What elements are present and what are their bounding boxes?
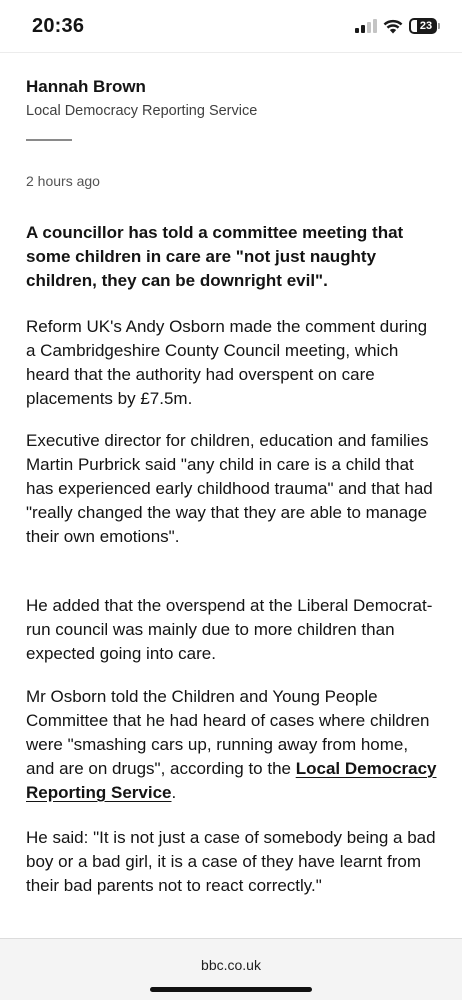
article-paragraph-1: Reform UK's Andy Osborn made the comment during a Cambridgeshire County Council meeting, which heard that the authority had overspent on care placements by £7.5m. bbox=[26, 317, 428, 408]
home-indicator[interactable] bbox=[150, 987, 312, 992]
article-timestamp: 2 hours ago bbox=[26, 173, 100, 189]
wifi-icon bbox=[383, 19, 403, 34]
battery-level: 23 bbox=[419, 20, 433, 32]
status-bar bbox=[0, 0, 462, 52]
browser-address-bar[interactable] bbox=[0, 938, 462, 1000]
article-paragraph-4 bbox=[26, 685, 440, 805]
battery-icon bbox=[409, 18, 440, 34]
status-time: 20:36 bbox=[32, 15, 85, 37]
battery-body bbox=[409, 18, 437, 34]
ldrs-link[interactable]: Local Democracy Reporting Service bbox=[26, 759, 437, 802]
article-paragraph-2: Executive director for children, education and families Martin Purbrick said "any child in care is a child that has experienced early childhood trauma" and that had "really changed the way that they are able to manage their own emotions". bbox=[26, 431, 433, 546]
article-paragraph-3: He added that the overspend at the Liberal Democrat-run council was mainly due to more children than expected going into care. bbox=[26, 596, 433, 663]
url-text[interactable]: bbc.co.uk bbox=[201, 957, 261, 973]
article[interactable] bbox=[0, 52, 462, 938]
article-paragraph-5: He said: "It is not just a case of somebody being a bad boy or a bad girl, it is a case of they have learnt from their bad parents not to react correctly." bbox=[26, 828, 436, 895]
author-organization: Local Democracy Reporting Service bbox=[26, 103, 258, 119]
author-name: Hannah Brown bbox=[26, 77, 146, 96]
article-lead: A councillor has told a committee meeting that some children in care are "not just naughty children, they can be downright evil". bbox=[26, 223, 404, 290]
cellular-signal-icon bbox=[355, 19, 377, 33]
paragraph-4-end: . bbox=[171, 783, 177, 802]
status-icons bbox=[355, 17, 440, 35]
byline-divider bbox=[26, 139, 72, 141]
paragraph-4-text: Mr Osborn told the Children and Young People Committee that he had heard of cases where children were "smashing cars up, running away from home, and are on drugs", according to the bbox=[26, 687, 430, 778]
